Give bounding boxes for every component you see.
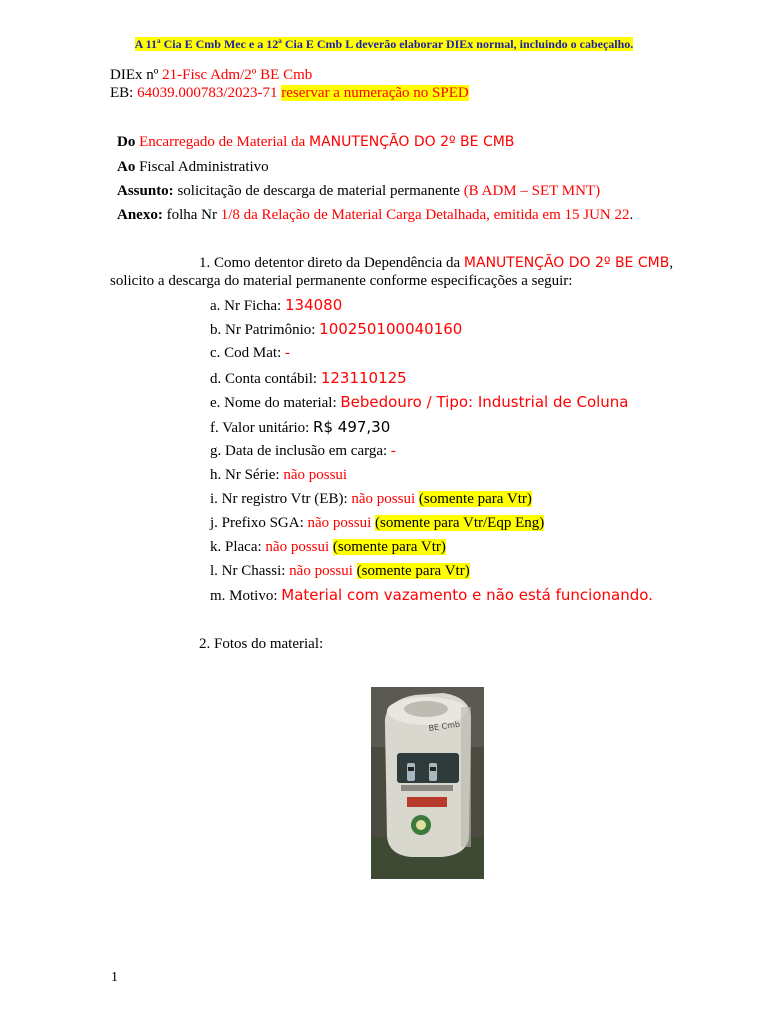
- material-photo: [371, 687, 484, 879]
- diex-prefix: DIEx nº: [110, 67, 163, 83]
- item-prefixo-sga: [210, 515, 544, 532]
- eb-number-line: [110, 85, 469, 102]
- item-label: j. Prefixo SGA:: [210, 515, 308, 531]
- item-label: e. Nome do material:: [210, 395, 341, 411]
- subject-ref: (B ADM – SET MNT): [463, 183, 601, 199]
- item-label: l. Nr Chassi:: [210, 563, 290, 579]
- water-cooler-photo: [371, 687, 484, 879]
- item-nr-serie: [210, 467, 347, 484]
- annex-end: .: [629, 207, 634, 223]
- item-nr-patrimonio: [210, 320, 462, 339]
- item-label: b. Nr Patrimônio:: [210, 322, 320, 338]
- subject-label: Assunto:: [117, 183, 174, 199]
- page-number: 1: [111, 970, 118, 985]
- item-value: não possui: [289, 563, 353, 579]
- item-note: (somente para Vtr/Eqp Eng): [375, 515, 545, 531]
- annex-value: folha Nr: [166, 207, 221, 223]
- item-value: 123110125: [320, 369, 407, 387]
- annex-ref: 1/8 da Relação de Material Carga Detalhada, emitida em 15 JUN 22: [220, 207, 630, 223]
- item-placa: [210, 539, 446, 556]
- item-value: R$ 497,30: [313, 418, 391, 436]
- item-note: (somente para Vtr): [332, 539, 446, 555]
- instruction-banner-text: A 11ª Cia E Cmb Mec e a 12ª Cia E Cmb L deverão elaborar DIEx normal, incluindo o cabeçalho.: [134, 37, 634, 51]
- item-motivo: [210, 586, 653, 605]
- item-value: não possui: [265, 539, 330, 555]
- item-valor-unitario: [210, 418, 390, 437]
- item-nr-chassi: [210, 563, 470, 580]
- item-note: (somente para Vtr): [356, 563, 470, 579]
- instruction-banner: [0, 37, 768, 52]
- item-label: k. Placa:: [210, 539, 266, 555]
- paragraph-1-unit: MANUTENÇÃO DO 2º BE CMB: [463, 255, 670, 271]
- item-note: (somente para Vtr): [418, 491, 532, 507]
- paragraph-1-line-1: [199, 255, 673, 272]
- item-nr-registro-vtr: [210, 491, 532, 508]
- item-value: Bebedouro / Tipo: Industrial de Coluna: [340, 393, 629, 411]
- item-value: Material com vazamento e não está funcionando.: [281, 586, 653, 604]
- eb-note: reservar a numeração no SPED: [281, 85, 469, 101]
- diex-number-line: [110, 67, 312, 84]
- item-cod-mat: [210, 345, 290, 362]
- from-line: [117, 134, 514, 151]
- item-label: c. Cod Mat:: [210, 345, 285, 361]
- item-nome-material: [210, 393, 629, 412]
- paragraph-2: 2. Fotos do material:: [199, 636, 324, 652]
- from-label: Do: [117, 134, 136, 150]
- photo-label-text: BE Cmb: [428, 719, 461, 733]
- subject-value: solicitação de descarga de material permanente: [177, 183, 464, 199]
- item-value: 100250100040160: [319, 320, 463, 338]
- paragraph-1-start: 1. Como detentor direto da Dependência da: [199, 255, 464, 271]
- subject-line: [117, 183, 600, 200]
- item-label: i. Nr registro Vtr (EB):: [210, 491, 352, 507]
- item-data-inclusao: [210, 443, 396, 460]
- item-label: g. Data de inclusão em carga:: [210, 443, 391, 459]
- item-value: 134080: [284, 296, 343, 314]
- item-value: -: [285, 345, 290, 361]
- to-label: Ao: [117, 159, 136, 175]
- from-value: Encarregado de Material da: [139, 134, 310, 150]
- item-label: f. Valor unitário:: [210, 420, 314, 436]
- item-nr-ficha: [210, 296, 342, 315]
- item-value: não possui: [307, 515, 372, 531]
- item-label: a. Nr Ficha:: [210, 298, 285, 314]
- eb-prefix: EB:: [110, 85, 138, 101]
- eb-number: 64039.000783/2023-71: [137, 85, 278, 101]
- to-value: Fiscal Administrativo: [139, 159, 269, 175]
- item-label: d. Conta contábil:: [210, 371, 321, 387]
- item-value: -: [390, 443, 396, 459]
- paragraph-1-line-2: solicito a descarga do material permanente conforme especificações a seguir:: [110, 273, 573, 289]
- item-label: m. Motivo:: [210, 588, 282, 604]
- to-line: [117, 159, 269, 176]
- diex-number: 21-Fisc Adm/2º BE Cmb: [162, 67, 313, 83]
- annex-line: [117, 207, 633, 224]
- annex-label: Anexo:: [117, 207, 163, 223]
- item-conta-contabil: [210, 369, 407, 388]
- item-label: h. Nr Série:: [210, 467, 284, 483]
- item-value: não possui: [283, 467, 348, 483]
- paragraph-1-comma: ,: [669, 255, 674, 271]
- from-unit: MANUTENÇÃO DO 2º BE CMB: [309, 134, 515, 150]
- item-value: não possui: [351, 491, 416, 507]
